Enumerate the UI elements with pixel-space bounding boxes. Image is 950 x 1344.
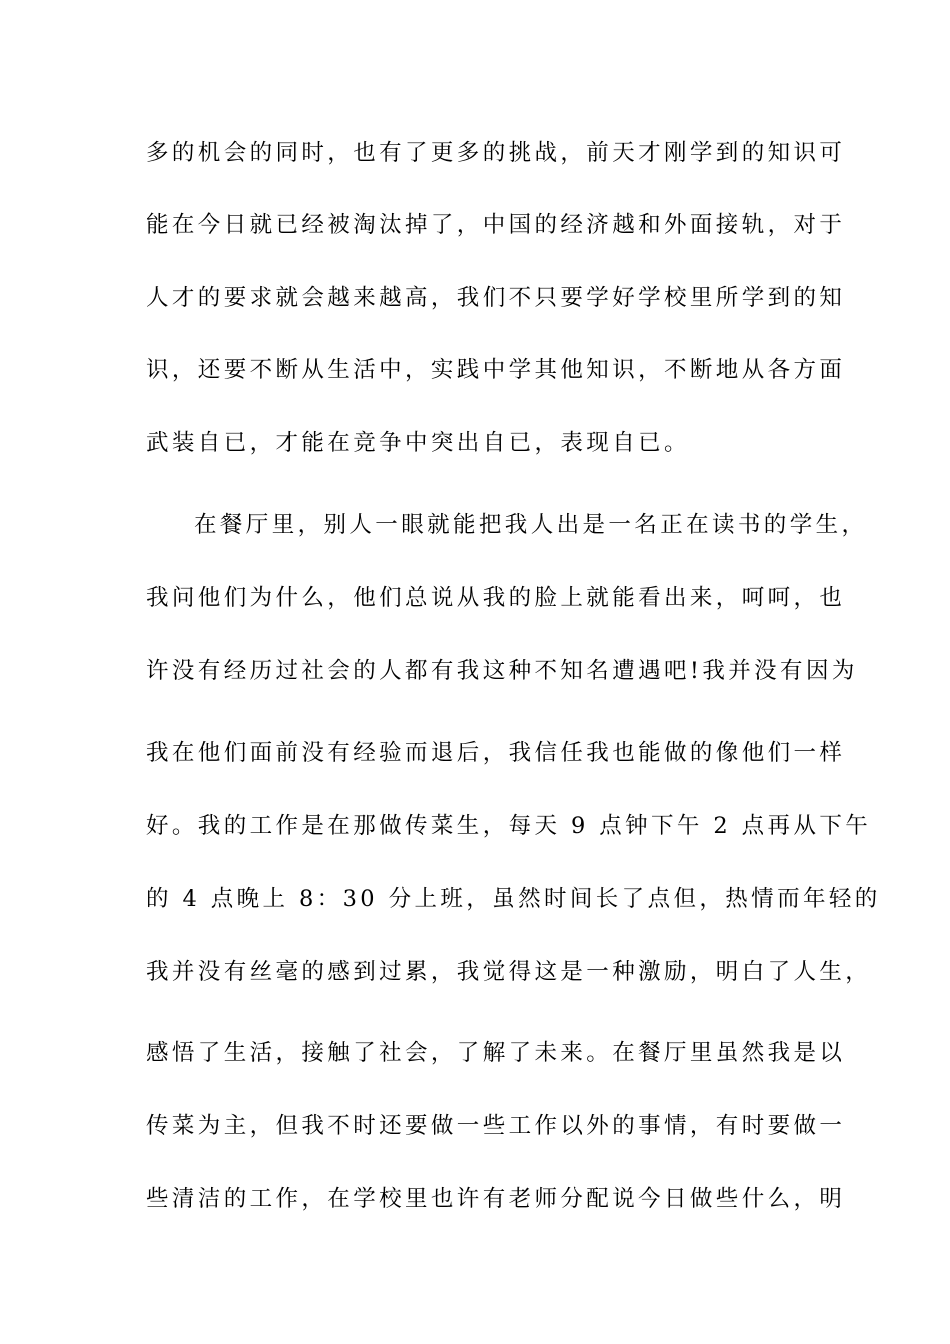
paragraph-line: 我在他们面前没有经验而退后，我信任我也能做的像他们一样 [146,740,846,766]
paragraph-line: 武装自已，才能在竞争中突出自已，表现自已。 [146,430,690,456]
paragraph-line: 些清洁的工作，在学校里也许有老师分配说今日做些什么，明 [146,1186,846,1212]
paragraph-line: 传菜为主，但我不时还要做一些工作以外的事情，有时要做一 [146,1113,846,1139]
paragraph-line: 识，还要不断从生活中，实践中学其他知识，不断地从各方面 [146,357,846,383]
paragraph-line: 人才的要求就会越来越高，我们不只要学好学校里所学到的知 [146,285,846,311]
paragraph-line: 我问他们为什么，他们总说从我的脸上就能看出来，呵呵，也 [146,585,846,611]
paragraph-line: 许没有经历过社会的人都有我这种不知名遭遇吧!我并没有因为 [146,658,858,684]
paragraph-line: 感悟了生活，接触了社会，了解了未来。在餐厅里虽然我是以 [146,1040,846,1066]
paragraph-first-line: 在餐厅里，别人一眼就能把我人出是一名正在读书的学生， [194,512,868,538]
paragraph-line: 我并没有丝毫的感到过累，我觉得这是一种激励，明白了人生， [146,959,872,985]
paragraph-line: 能在今日就已经被淘汰掉了，中国的经济越和外面接轨，对于 [146,212,846,238]
paragraph-line: 多的机会的同时，也有了更多的挑战，前天才刚学到的知识可 [146,140,846,166]
paragraph-line: 好。我的工作是在那做传菜生，每天 9 点钟下午 2 点再从下午 [146,813,872,839]
paragraph-line: 的 4 点晚上 8：30 分上班，虽然时间长了点但，热情而年轻的 [146,886,881,912]
